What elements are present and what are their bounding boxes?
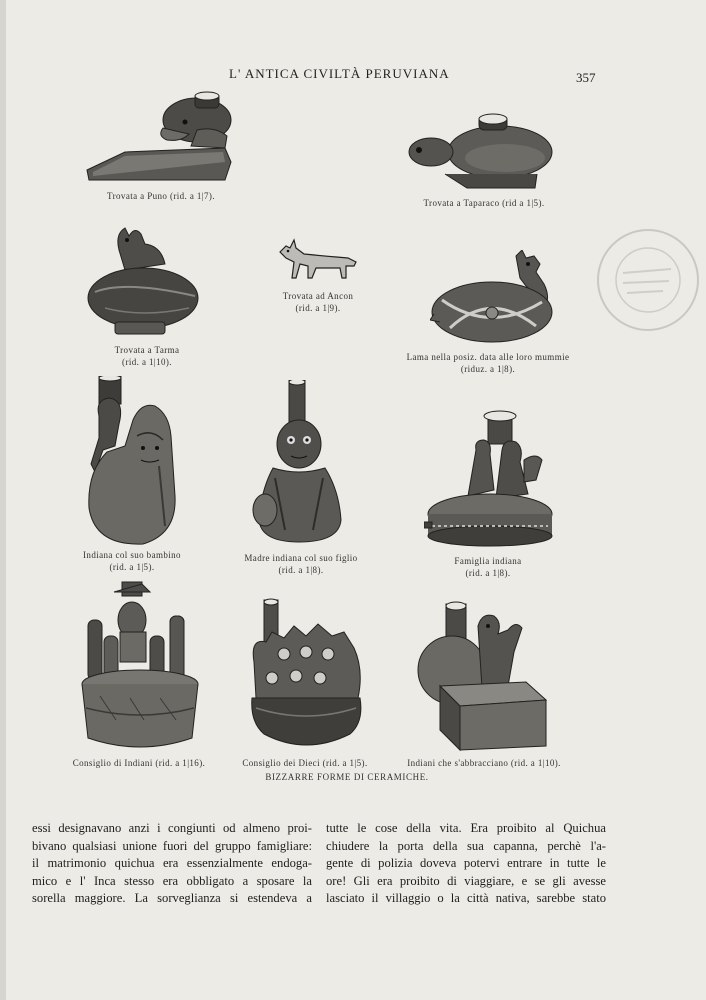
caption-abbracciano: Indiani che s'abbracciano (rid. a 1|10). xyxy=(407,758,561,768)
figure-indiana-bambino xyxy=(85,376,180,548)
figure-famiglia-indiana xyxy=(424,410,554,550)
figure-consiglio-dieci xyxy=(248,598,366,750)
figure-madre-indiana xyxy=(251,380,347,545)
caption-ancon: Trovata ad Ancon (rid. a 1|9). xyxy=(282,291,354,313)
page-number: 357 xyxy=(576,70,596,85)
figure-consiglio-indiani xyxy=(80,580,200,752)
page-edge xyxy=(0,0,6,1000)
caption-famiglia: Famiglia indiana (rid. a 1|8). xyxy=(454,556,522,578)
caption-madre: Madre indiana col suo figlio (rid. a 1|8). xyxy=(244,553,358,575)
plate-title: BIZZARRE FORME DI CERAMICHE. xyxy=(265,772,429,782)
text-column-left: essi designavano anzi i congiunti od almeno proi- bivano qualsiasi unione fuori del gruppo famigliare: il matrimonio quichua era essenzialmente endoga- mico e l' Inca stesso era obbligato a sposare la sorella maggiore. La sorveglianza si estendeva a xyxy=(32,821,312,906)
figure-tarma-vessel xyxy=(85,222,205,337)
caption-consiglio-dieci: Consiglio dei Dieci (rid. a 1|5). xyxy=(242,758,368,768)
caption-lama: Lama nella posiz. data alle loro mummie (riduz. a 1|8). xyxy=(406,352,570,374)
text-column-right: tutte le cose della vita. Era proibito al Quichua chiudere la porta della sua capanna, perchè l'a- gente di polizia doveva potervi entrare in tutte le ore! Gli era proibito di viaggiare, e se gli avesse lasciato il villaggio o la città nativa, sarebbe stato xyxy=(326,821,606,906)
caption-tarma: Trovata a Tarma (rid. a 1|10). xyxy=(114,345,180,367)
caption-indiana: Indiana col suo bambino (rid. a 1|5). xyxy=(83,550,181,572)
page-header xyxy=(0,66,706,86)
running-title: L' ANTICA CIVILTÀ PERUVIANA xyxy=(229,66,450,81)
figure-abbracciano xyxy=(416,600,550,752)
figure-puno-vessel xyxy=(85,90,235,185)
library-stamp xyxy=(593,225,703,335)
caption-taparaco: Trovata a Taparaco (rid a 1|5). xyxy=(423,198,545,208)
figure-taparaco-vessel xyxy=(405,112,555,192)
caption-puno: Trovata a Puno (rid. a 1|7). xyxy=(107,191,215,201)
figure-lama-vessel xyxy=(430,250,560,350)
figure-ancon-animal xyxy=(276,238,361,283)
caption-consiglio-indiani: Consiglio di Indiani (rid. a 1|16). xyxy=(72,758,206,768)
